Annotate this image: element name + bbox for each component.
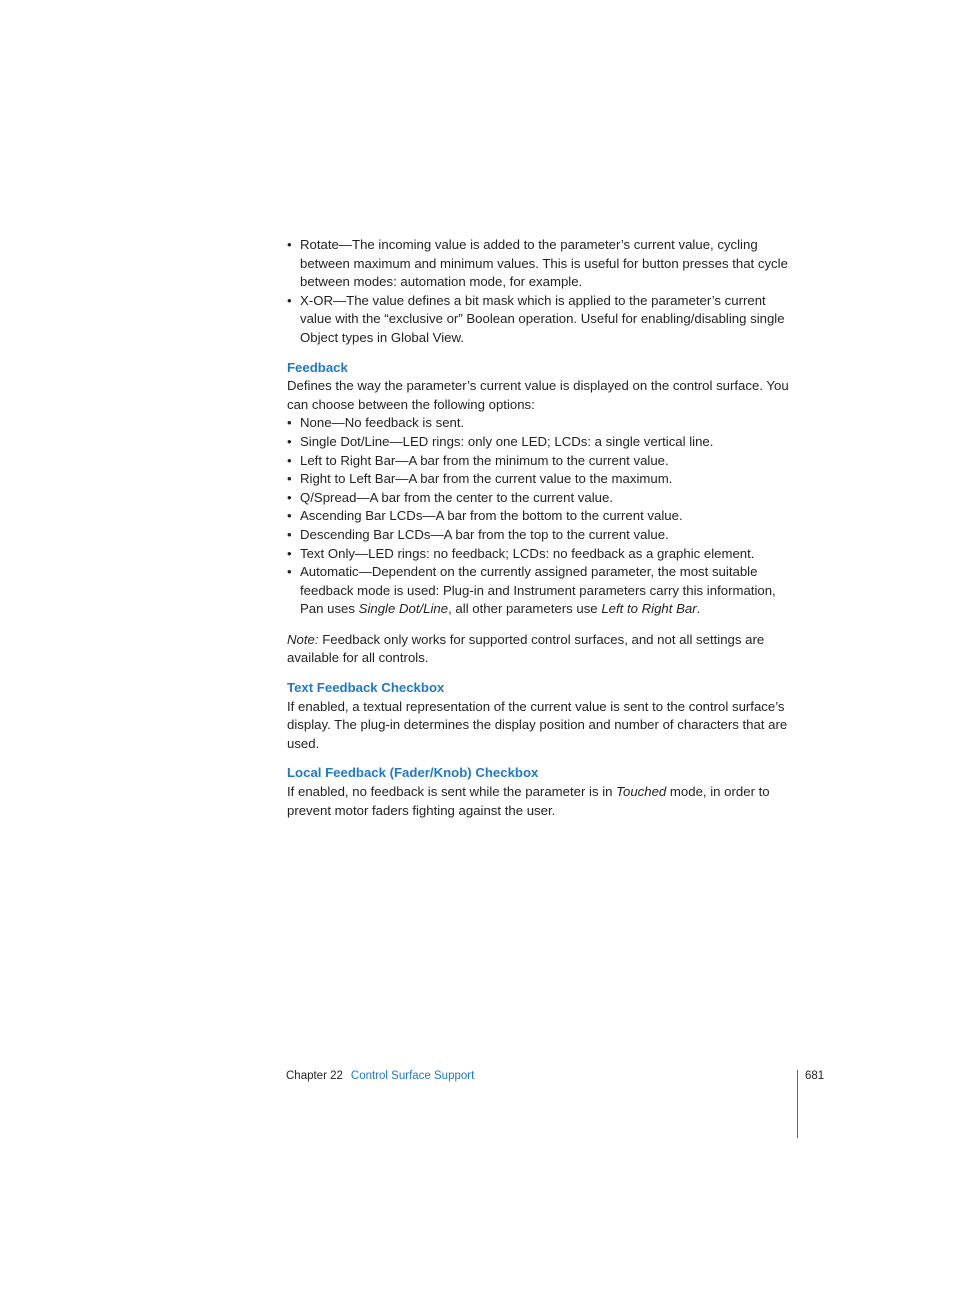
list-item-text: —The incoming value is added to the parameter’s current value, cycling between maximum and minimum values. This is useful for button presses that cycle between modes: automation mode, for example. <box>300 237 788 290</box>
list-item: • Ascending Bar LCDs—A bar from the bottom to the current value. <box>287 507 797 526</box>
automatic-italic-2: Left to Right Bar <box>601 601 697 617</box>
mode-list <box>287 236 797 348</box>
local-feedback-body <box>287 783 797 820</box>
local-feedback-text: If enabled, no feedback is sent while the parameter is in <box>287 784 617 800</box>
text-feedback-body: If enabled, a textual representation of the current value is sent to the control surface’s display. The plug-in determines the display position and number of characters that are used. <box>287 698 788 751</box>
footer-chapter-title: Control Surface Support <box>350 1070 475 1082</box>
automatic-text: , all other parameters use <box>448 601 602 617</box>
page-body <box>287 236 797 820</box>
list-item: • Single Dot/Line—LED rings: only one LED; LCDs: a single vertical line. <box>287 433 797 452</box>
local-feedback-text: mode, in order to prevent motor faders fighting against the user. <box>287 784 770 818</box>
footer-chapter: Chapter 22 <box>286 1070 343 1082</box>
automatic-text: Automatic—Dependent on the currently assigned parameter, the most suitable feedback mode is used: Plug-in and Instrument parameters carry this information, Pan uses <box>300 564 776 617</box>
list-item: • Left to Right Bar—A bar from the minimum to the current value. <box>287 452 797 471</box>
note-label: Note: <box>287 631 319 647</box>
list-item: • Descending Bar LCDs—A bar from the top to the current value. <box>287 526 797 545</box>
list-item <box>287 236 797 292</box>
local-feedback-italic: Touched <box>616 784 667 800</box>
section-heading-text-feedback: Text Feedback Checkbox <box>287 680 445 696</box>
list-item: • Right to Left Bar—A bar from the current value to the maximum. <box>287 470 797 489</box>
footer-divider <box>797 1070 798 1138</box>
section-heading-feedback: Feedback <box>287 359 348 375</box>
section-heading-local-feedback: Local Feedback (Fader/Knob) Checkbox <box>287 765 539 781</box>
note-text: Feedback only works for supported control surfaces, and not all settings are available for all controls. <box>287 631 765 666</box>
automatic-italic-1: Single Dot/Line <box>358 601 449 617</box>
list-item: • Text Only—LED rings: no feedback; LCDs: no feedback as a graphic element. <box>287 545 797 564</box>
note-paragraph <box>287 631 797 668</box>
page-number: 681 <box>805 1070 825 1082</box>
feedback-options-list <box>287 414 797 619</box>
list-item-term: X-OR <box>300 292 333 308</box>
list-item <box>287 563 797 619</box>
list-item <box>287 292 797 348</box>
page-footer <box>286 1070 474 1082</box>
automatic-text: . <box>696 601 701 617</box>
list-item: • None—No feedback is sent. <box>287 414 797 433</box>
list-item: • Q/Spread—A bar from the center to the current value. <box>287 489 797 508</box>
list-item-text: —The value defines a bit mask which is applied to the parameter’s current value with the “exclusive or” Boolean operation. Useful for enabling/disabling single Object types in Global View. <box>300 292 785 345</box>
list-item-term: Rotate <box>300 237 339 252</box>
feedback-intro: Defines the way the parameter’s current value is displayed on the control surface. You can choose between the following options: <box>287 378 789 412</box>
